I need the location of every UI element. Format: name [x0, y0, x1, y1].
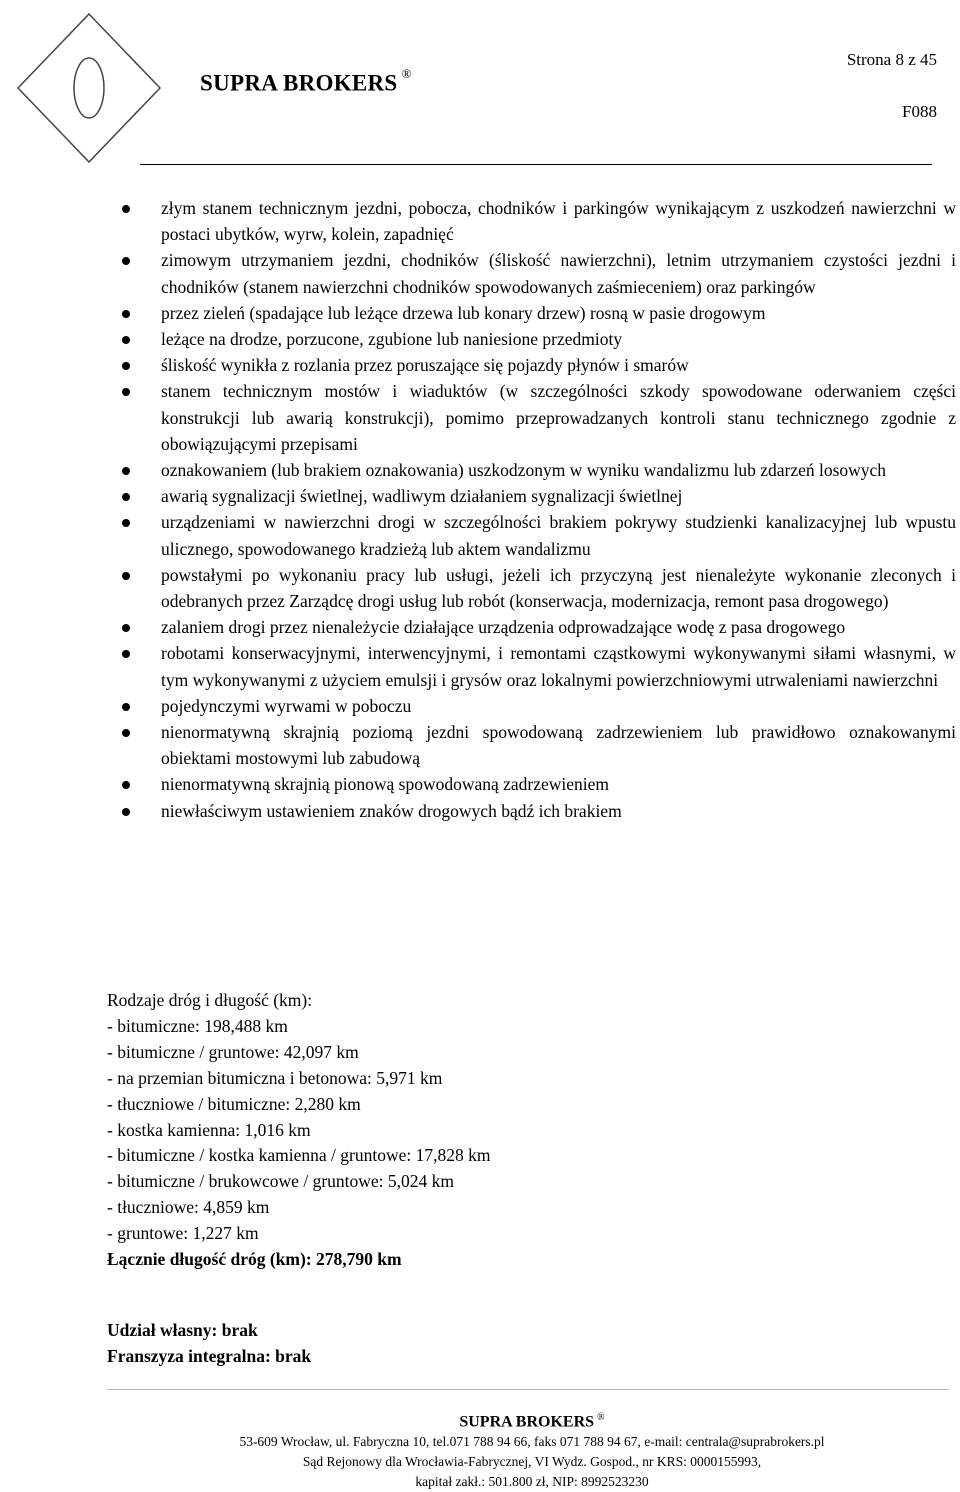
header-brand: SUPRA BROKERS ® [200, 66, 412, 96]
deductibles-section [107, 1317, 311, 1369]
bullet-icon [122, 624, 130, 632]
bullet-icon [122, 205, 130, 213]
footer-capital: kapitał zakł.: 501.800 zł, NIP: 8992523230 [415, 1474, 649, 1490]
bullet-icon [122, 362, 130, 370]
bullet-icon [122, 650, 130, 658]
bullet-icon [122, 781, 130, 789]
bullet-icon [122, 519, 130, 527]
list-item: awarią sygnalizacji świetlnej, wadliwym działaniem sygnalizacji świetlnej [107, 483, 956, 509]
list-item: stanem technicznym mostów i wiaduktów (w szczególności szkody spowodowane oderwaniem części konstrukcji lub awarią konstrukcji), pomimo przeprowadzanych kontroli stanu technicznego zgodnie z obowiązującymi przepisami [107, 378, 956, 457]
bullet-icon [122, 257, 130, 265]
list-item: robotami konserwacyjnymi, interwencyjnymi, i remontami cząstkowymi wykonywanymi siłami własnymi, w tym wykonywanymi z użyciem emulsji i grysów oraz lokalnymi powierzchniowymi utrwaleniami nawierzchni [107, 640, 956, 692]
footer [0, 1408, 960, 1492]
supra-brokers-logo [14, 8, 164, 168]
bullet-icon [122, 729, 130, 737]
exclusions-list [107, 195, 956, 824]
road-type-line: - kostka kamienna: 1,016 km [107, 1119, 311, 1140]
list-item: urządzeniami w nawierzchni drogi w szczególności brakiem pokrywy studzienki kanalizacyjnej lub wpustu ulicznego, spowodowanego kradzieżą lub aktem wandalizmu [107, 509, 956, 561]
road-types-heading: Rodzaje dróg i długość (km): [107, 990, 313, 1010]
road-type-line: - na przemian bitumiczna i betonowa: 5,971 km [107, 1067, 443, 1088]
registered-mark: ® [401, 66, 412, 81]
integral-franchise: Franszyza integralna: brak [107, 1346, 312, 1366]
footer-address: 53-609 Wrocław, ul. Fabryczna 10, tel.071 788 94 66, faks 071 788 94 67, e-mail: centrala@suprabrokers.pl [239, 1434, 825, 1450]
bullet-icon [122, 572, 130, 580]
footer-registered-mark: ® [597, 1412, 605, 1423]
list-item: przez zieleń (spadające lub leżące drzewa lub konary drzew) rosną w pasie drogowym [107, 300, 956, 326]
road-type-line: - tłuczniowe / bitumiczne: 2,280 km [107, 1093, 361, 1114]
road-type-line: - bitumiczne / gruntowe: 42,097 km [107, 1041, 359, 1062]
list-item: zalaniem drogi przez nienależycie działające urządzenia odprowadzające wodę z pasa drogowego [107, 614, 956, 640]
road-total-length: Łącznie długość dróg (km): 278,790 km [107, 1249, 402, 1270]
list-item: niewłaściwym ustawieniem znaków drogowych bądź ich brakiem [107, 798, 956, 824]
footer-brand: SUPRA BROKERS ® [459, 1412, 605, 1431]
bullet-icon [122, 493, 130, 501]
header-divider [140, 164, 932, 165]
bullet-icon [122, 310, 130, 318]
road-types-section [107, 988, 490, 1273]
road-type-line: - bitumiczne / brukowcowe / gruntowe: 5,024 km [107, 1171, 455, 1192]
road-type-line: - gruntowe: 1,227 km [107, 1223, 259, 1244]
bullet-icon [122, 703, 130, 711]
list-item: pojedynczymi wyrwami w poboczu [107, 693, 956, 719]
list-item: oznakowaniem (lub brakiem oznakowania) uszkodzonym w wyniku wandalizmu lub zdarzeń losowych [107, 457, 956, 483]
bullet-icon [122, 808, 130, 816]
road-type-line: - tłuczniowe: 4,859 km [107, 1197, 270, 1218]
road-type-line: - bitumiczne / kostka kamienna / gruntowe: 17,828 km [107, 1145, 491, 1166]
list-item: powstałymi po wykonaniu pracy lub usługi, jeżeli ich przyczyną jest nienależyte wykonanie zleconych i odebranych przez Zarządcę drogi usług lub robót (konserwacja, modernizacja, remont pasa drogowego) [107, 562, 956, 614]
list-item: nienormatywną skrajnią pionową spowodowaną zadrzewieniem [107, 771, 956, 797]
bullet-icon [122, 388, 130, 396]
road-type-line: - bitumiczne: 198,488 km [107, 1015, 288, 1036]
page-number: Strona 8 z 45 [846, 50, 937, 69]
list-item: nienormatywną skrajnią poziomą jezdni spowodowaną zadrzewieniem lub prawidłowo oznakowanymi obiektami mostowymi lub zabudową [107, 719, 956, 771]
footer-divider [107, 1389, 949, 1390]
bullet-icon [122, 467, 130, 475]
own-share: Udział własny: brak [107, 1320, 258, 1340]
list-item: zimowym utrzymaniem jezdni, chodników (śliskość nawierzchni), letnim utrzymaniem czystości jezdni i chodników (stanem nawierzchni chodników spowodowanych zaśmieceniem) oraz parkingów [107, 247, 956, 299]
list-item: leżące na drodze, porzucone, zgubione lub naniesione przedmioty [107, 326, 956, 352]
footer-court: Sąd Rejonowy dla Wrocławia-Fabrycznej, VI Wydz. Gospod., nr KRS: 0000155993, [302, 1454, 762, 1470]
bullet-icon [122, 336, 130, 344]
list-item: śliskość wynikła z rozlania przez poruszające się pojazdy płynów i smarów [107, 352, 956, 378]
form-code: F088 [902, 102, 937, 121]
list-item: złym stanem technicznym jezdni, pobocza, chodników i parkingów wynikającym z uszkodzeń nawierzchni w postaci ubytków, wyrw, kolein, zapadnięć [107, 195, 956, 247]
